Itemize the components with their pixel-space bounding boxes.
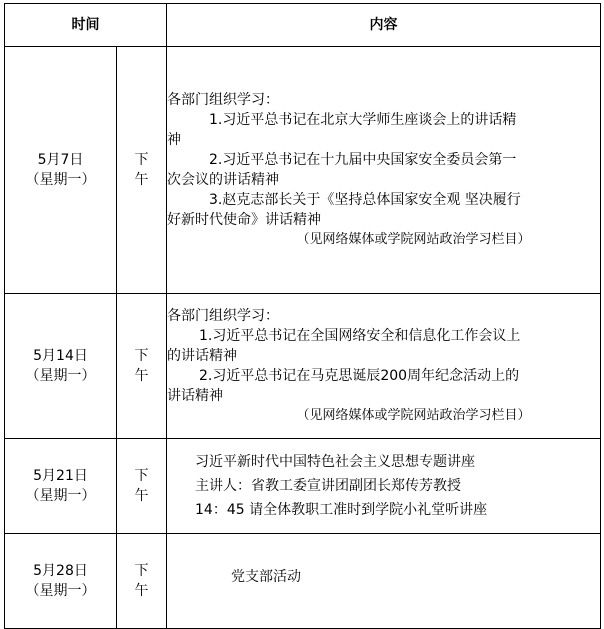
content-line: 1.习近平总书记在全国网络安全和信息化工作会议上 [199,328,521,344]
content-note: （见网络媒体或学院网站政治学习栏目） [296,232,531,247]
period-char: 下 [134,348,149,364]
content-line: 主讲人：省教工委宣讲团副团长郑传芳教授 [195,478,461,494]
period-char: 午 [134,488,149,504]
weekday-text: （星期一） [25,583,96,599]
header-row [5,4,601,47]
date-text: 5月14日 [33,348,88,364]
content-line: 2.习近平总书记在马克思诞辰200周年纪念活动上的 [199,368,520,384]
content-line: 1.习近平总书记在北京大学师生座谈会上的讲话精 [209,112,517,128]
table-row [5,439,601,534]
date-text: 5月7日 [37,152,84,168]
date-text: 5月28日 [33,563,88,579]
weekday-text: （星期一） [25,368,96,384]
table-row [5,534,601,629]
date-cell [5,534,117,629]
weekday-text: （星期一） [25,172,96,188]
period-cell [117,294,167,439]
content-line: 14：45 请全体教职工准时到学院小礼堂听讲座 [195,502,488,518]
content-line: 2.习近平总书记在十九届中央国家安全委员会第一 [209,152,517,168]
content-line: 3.赵克志部长关于《坚持总体国家安全观 坚决履行 [209,192,521,208]
period-char: 下 [134,468,149,484]
content-line: 党支部活动 [231,569,301,585]
content-cell [167,439,601,534]
period-char: 午 [134,368,149,384]
period-cell [117,439,167,534]
content-line: 习近平新时代中国特色社会主义思想专题讲座 [195,454,475,470]
date-cell [5,47,117,294]
content-cell [167,534,601,629]
table-row [5,294,601,439]
table-row [5,47,601,294]
content-cell [167,47,601,294]
schedule-table [4,3,601,629]
content-line: 的讲话精神 [167,348,237,364]
period-char: 下 [134,563,149,579]
weekday-text: （星期一） [25,488,96,504]
content-note: （见网络媒体或学院网站政治学习栏目） [296,408,531,423]
date-text: 5月21日 [33,468,88,484]
period-char: 下 [134,152,149,168]
content-line: 讲话精神 [167,388,223,404]
content-line: 各部门组织学习： [167,92,279,108]
period-cell [117,534,167,629]
content-line: 次会议的讲话精神 [167,172,279,188]
date-cell [5,294,117,439]
period-char: 午 [134,172,149,188]
header-time: 时间 [5,4,167,47]
period-cell [117,47,167,294]
content-cell [167,294,601,439]
content-line: 神 [167,132,181,148]
header-content: 内容 [167,4,601,47]
period-char: 午 [134,583,149,599]
content-line: 各部门组织学习： [167,308,279,324]
content-line: 好新时代使命》讲话精神 [167,212,321,228]
date-cell [5,439,117,534]
